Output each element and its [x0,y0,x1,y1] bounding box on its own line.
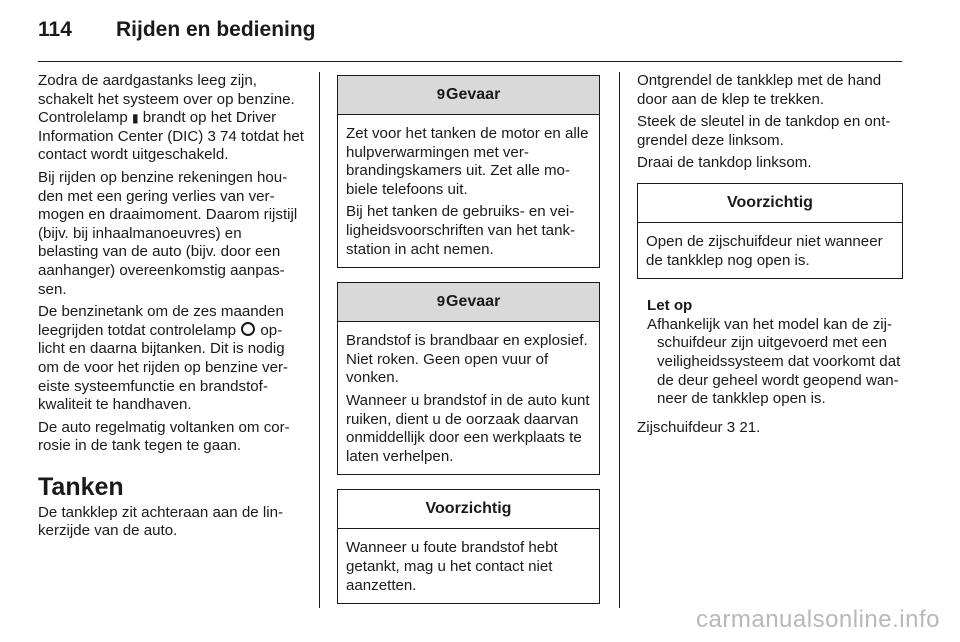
fuel-level-lamp-icon [241,322,255,336]
paragraph: Zijschuifdeur 3 21. [637,418,761,436]
caution-box-body [638,223,902,278]
paragraph: Steek de sleutel in de tankdop en ontgrendel deze linksom. [637,113,891,149]
paragraph: Open de zijschuifdeur niet wanneer de tankklep nog open is. [646,232,883,269]
paragraph: Zet voor het tanken de motor en alle hulpverwarmingen met verbrandingskamers uit. Zet alle mobiele telefoons uit. [346,125,589,198]
paragraph: Brandstof is brandbaar en explosief. Niet roken. Geen open vuur of vonken. [346,332,588,387]
paragraph: Draai de tankdop linksom. [637,154,812,172]
section-title: Rijden en bediening [116,18,316,41]
danger-box-body [338,115,599,267]
page-header [38,18,316,42]
danger-box [337,75,600,268]
note-block [647,297,903,409]
column-left [38,72,304,545]
fuel-lamp-icon: ▮ [131,111,139,126]
caution-box [337,489,600,604]
paragraph: Wanneer u foute brandstof hebt getankt, mag u het contact niet aanzetten. [346,539,558,594]
danger-box-header: 9Gevaar [338,76,599,115]
danger-box-body [338,322,599,474]
paragraph: Bij rijden op benzine rekeningen houden met een gering verlies van vermogen en draaimoment. Daarom rijstijl (bijv. bij inhaalmanoeuvres) en belasting van de auto (bijv. door een aanhanger) overeenkomstig aanpassen. [38,168,298,298]
paragraph: Ontgrendel de tankklep met de hand door aan de klep te trekken. [637,72,882,108]
watermark: carmanualsonline.info [696,606,940,633]
paragraph: Bij het tanken de gebruiks- en veiligheidsvoorschriften van het tankstation in acht nemen. [346,203,576,258]
column-right [637,72,903,441]
page-number: 114 [38,18,72,41]
note-title: Let op [647,297,693,315]
caution-box-body [338,529,599,603]
header-rule [38,61,902,62]
section-heading: Tanken [38,472,124,501]
column-divider [319,72,320,608]
column-divider [619,72,620,608]
warning-icon: 9 [436,86,446,103]
paragraph: De benzinetank om de zes maanden leegrijden totdat controlelamp oplicht en daarna bijtanken. Dit is nodig om de voor het rijden op benzine vereiste systeemfunctie en brandstofkwaliteit te handhaven. [38,303,289,414]
paragraph: De auto regelmatig voltanken om corrosie in de tank tegen te gaan. [38,418,290,455]
paragraph: De tankklep zit achteraan aan de linkerzijde van de auto. [38,503,284,540]
danger-box-header: 9Gevaar [338,283,599,322]
danger-box [337,282,600,475]
caution-box-header: Voorzichtig [638,184,902,223]
caution-box-header: Voorzichtig [338,490,599,529]
note-text: Afhankelijk van het model kan de zijschuifdeur zijn uitgevoerd met een veiligheidssysteem dat voorkomt dat de deur geheel wordt geopend wanneer de tankklep open is. [647,315,901,408]
page-reference[interactable]: 3 74 [207,127,237,145]
caution-box [637,183,903,279]
column-middle [337,72,600,618]
paragraph: Zodra de aardgastanks leeg zijn, schakelt het systeem over op benzine. Controlelamp ▮ brandt op het Driver Information Center (DIC) 3 74 totdat het contact wordt uitgeschakeld. [38,72,304,164]
warning-icon: 9 [436,293,446,311]
paragraph: Wanneer u brandstof in de auto kunt ruiken, dient u de oorzaak daarvan onmiddellijk door een werkplaats te laten verhelpen. [346,391,590,465]
page-reference[interactable]: 3 21. [726,418,761,436]
